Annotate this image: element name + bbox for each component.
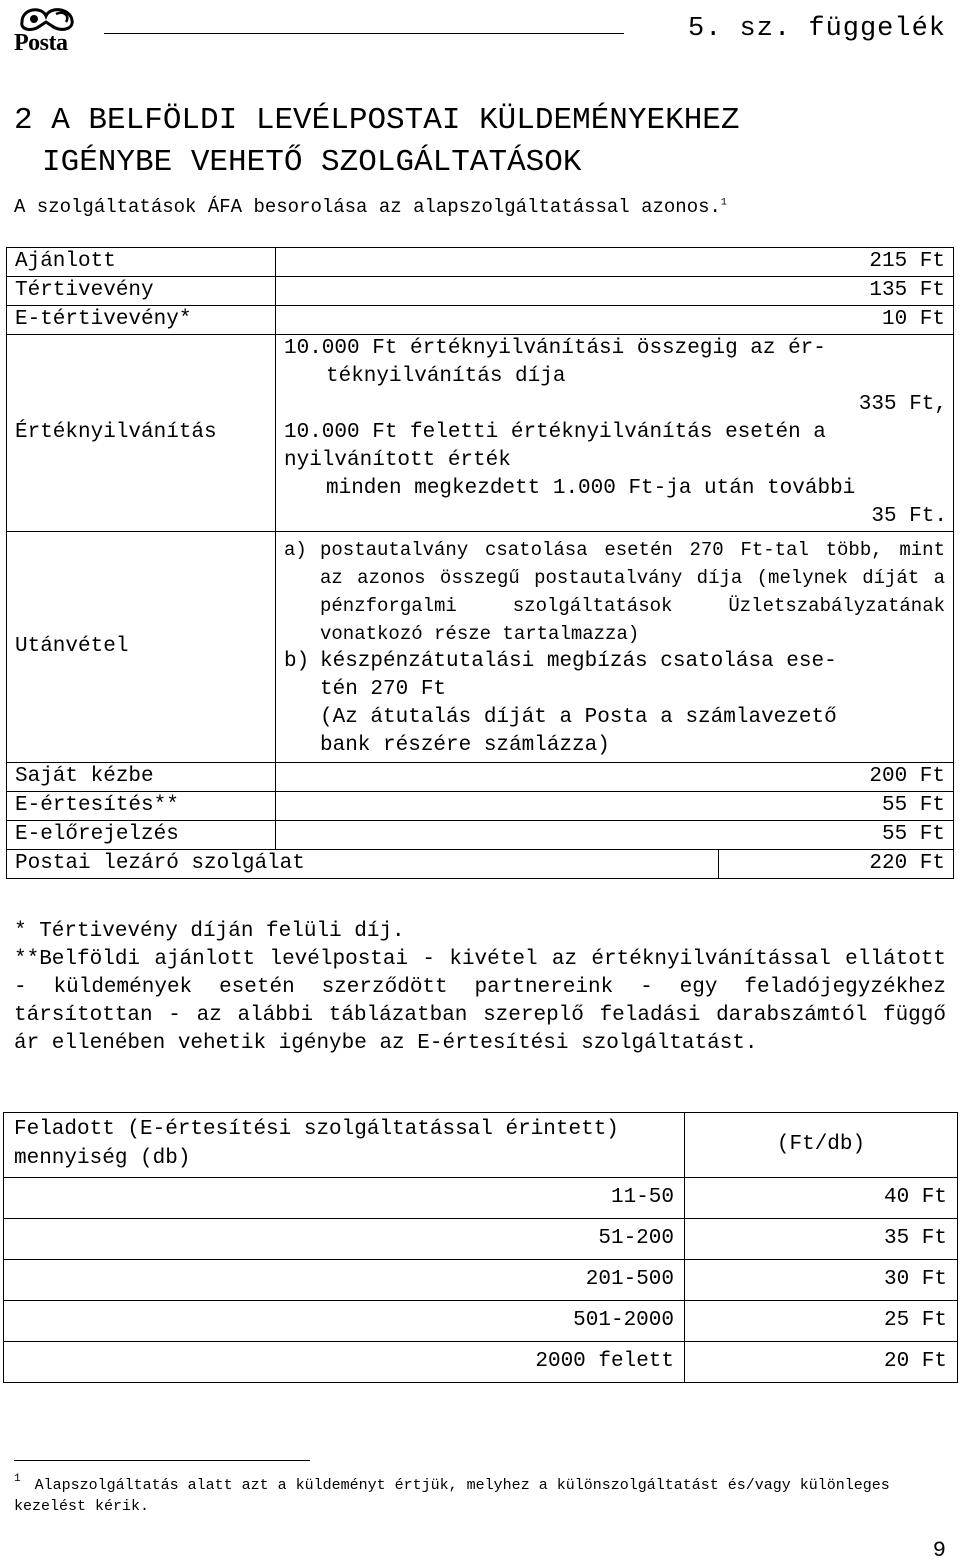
service-price: 55 Ft [276,821,954,850]
quantity-cell: 11-50 [4,1178,685,1219]
service-name: Tértivevény [7,277,276,306]
quantity-cell: 201-500 [4,1260,685,1301]
table-row [4,1342,958,1383]
detail-line: minden megkezdett 1.000 Ft-ja után további [326,477,856,500]
list-marker: a) [284,539,307,561]
list-text: (Az átutalás díját a Posta a számlavezető [320,706,837,729]
notes [14,918,946,1058]
table-row [7,335,954,532]
vat-note-text: A szolgáltatások ÁFA besorolása az alapszolgáltatással azonos. [14,196,721,218]
detail-line: nyilvánított érték [284,449,511,472]
price-cell: 30 Ft [685,1260,958,1301]
page-number: 9 [932,1538,946,1563]
header-quantity: Feladott (E-értesítési szolgáltatással érintett) mennyiség (db) [4,1113,685,1178]
price-cell: 20 Ft [685,1342,958,1383]
header-price: (Ft/db) [685,1113,958,1178]
table-row [7,306,954,335]
table-row [7,248,954,277]
list-text: készpénzátutalási megbízás csatolása ese- [320,650,837,673]
price-cell: 25 Ft [685,1301,958,1342]
detail-line: 10.000 Ft értéknyilvánítási összegig az ér- [284,337,826,360]
page-title-line-1: 2 A BELFÖLDI LEVÉLPOSTAI KÜLDEMÉNYEKHEZ [14,103,740,138]
table-row [4,1301,958,1342]
footnote-rule [14,1460,310,1461]
footnote [14,1473,944,1517]
service-price: 10 Ft [276,306,954,335]
footnote-number: 1 [14,1473,21,1485]
note-1: * Tértivevény díján felüli díj. [14,920,405,943]
table-row [7,792,954,821]
quantity-cell: 2000 felett [4,1342,685,1383]
header-rule [104,33,624,34]
note-2: **Belföldi ajánlott levélpostai - kivétel az értéknyilvánítással ellátott - küldemények esetén szerződött partnereink - egy feladójegyzékhez társítottan - az alábbi táblázatban szereplő feladási darabszámtól függő ár ellenében vehetik igénybe az E-értesítési szolgáltatást. [14,948,946,1055]
detail-price: 335 Ft, [858,393,947,416]
service-price: 215 Ft [276,248,954,277]
table-row [7,763,954,792]
list-text-block [320,648,945,760]
service-name: Ajánlott [7,248,276,277]
list-marker: b) [284,650,310,673]
service-price: 55 Ft [276,792,954,821]
page-title [14,100,740,184]
service-name: E-értesítés** [7,792,276,821]
price-cell: 35 Ft [685,1219,958,1260]
quantity-cell: 501-2000 [4,1301,685,1342]
list-text: tén 270 Ft [320,678,447,701]
service-name: Értéknyilvánítás [7,335,276,532]
price-cell: 40 Ft [685,1178,958,1219]
list-text: postautalvány csatolása esetén 270 Ft-tal több, mint az azonos összegű postautalvány díja (melynek díját a pénzforgalmi szolgáltatások Üzletszabályzatának vonatkozó része tartalmazza) [320,539,945,645]
vat-note [14,196,727,218]
service-name: Saját kézbe [7,763,276,792]
table-row [7,532,954,763]
detail-price: 35 Ft. [871,505,947,528]
quantity-price-table [3,1112,958,1383]
table-row [7,821,954,850]
footnote-ref: 1 [720,197,727,209]
table-row [4,1178,958,1219]
service-name: Postai lezáró szolgálat [7,850,719,879]
list-text: bank részére számlázza) [320,734,610,757]
service-price: 200 Ft [276,763,954,792]
list-item [284,648,945,760]
table-header-row [4,1113,958,1178]
cod-details [276,532,954,763]
service-price: 135 Ft [276,277,954,306]
table-row [4,1260,958,1301]
table-row [7,277,954,306]
service-price: 220 Ft [719,850,954,879]
table-row [7,850,954,879]
page-title-line-2: IGÉNYBE VEHETŐ SZOLGÁLTATÁSOK [42,145,582,180]
detail-line: 10.000 Ft feletti értéknyilvánítás esetén a [284,421,826,444]
appendix-title: 5. sz. függelék [687,14,946,44]
detail-line: téknyilvánítás díja [326,365,566,388]
table-row [4,1219,958,1260]
logo-text: Posta [14,30,68,56]
footnote-text: Alapszolgáltatás alatt azt a küldeményt értjük, melyhez a különszolgáltatást és/vagy különleges kezelést kérik. [14,1477,890,1515]
service-name: E-tértivevény* [7,306,276,335]
services-table [6,247,954,879]
service-name: Utánvétel [7,532,276,763]
value-declaration-details [276,335,954,532]
quantity-cell: 51-200 [4,1219,685,1260]
service-name: E-előrejelzés [7,821,276,850]
list-item [284,536,945,648]
